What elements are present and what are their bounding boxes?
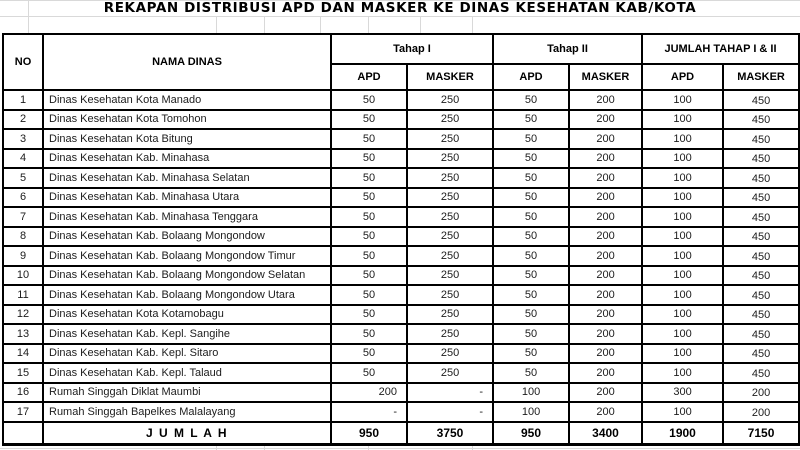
col-header-jumlah-tahap: JUMLAH TAHAP I & II — [642, 34, 799, 64]
cell-tahap2-masker: 200 — [569, 402, 642, 422]
table-row — [3, 110, 799, 130]
cell-no: 5 — [3, 168, 43, 188]
cell-tahap1-masker: 250 — [407, 129, 493, 149]
cell-tahap1-apd: 50 — [331, 266, 407, 286]
cell-nama-dinas: Dinas Kesehatan Kota Manado — [43, 90, 331, 110]
table-row — [3, 207, 799, 227]
cell-tahap1-masker: 250 — [407, 363, 493, 383]
cell-jumlah-apd: 100 — [642, 363, 723, 383]
col-header-tahap1-apd: APD — [331, 64, 407, 90]
cell-no: 6 — [3, 188, 43, 208]
total-tahap1-masker: 3750 — [407, 422, 493, 445]
distribution-table — [2, 33, 800, 446]
cell-tahap1-apd: 50 — [331, 344, 407, 364]
cell-tahap1-apd: 50 — [331, 324, 407, 344]
cell-jumlah-masker: 450 — [723, 324, 799, 344]
cell-jumlah-apd: 100 — [642, 188, 723, 208]
cell-tahap2-apd: 50 — [493, 344, 569, 364]
cell-tahap2-apd: 50 — [493, 363, 569, 383]
cell-no: 4 — [3, 149, 43, 169]
table-row — [3, 285, 799, 305]
cell-tahap1-masker: - — [407, 383, 493, 403]
cell-jumlah-apd: 100 — [642, 305, 723, 325]
cell-tahap1-masker: 250 — [407, 149, 493, 169]
cell-jumlah-masker: 450 — [723, 188, 799, 208]
cell-tahap1-apd: 50 — [331, 363, 407, 383]
cell-jumlah-apd: 100 — [642, 402, 723, 422]
table-body — [3, 90, 799, 422]
col-header-jumlah-apd: APD — [642, 64, 723, 90]
cell-nama-dinas: Dinas Kesehatan Kab. Bolaang Mongondow Selatan — [43, 266, 331, 286]
cell-jumlah-apd: 100 — [642, 207, 723, 227]
total-empty-cell — [3, 422, 43, 445]
cell-nama-dinas: Dinas Kesehatan Kab. Kepl. Sangihe — [43, 324, 331, 344]
cell-jumlah-apd: 100 — [642, 110, 723, 130]
total-jumlah-masker: 7150 — [723, 422, 799, 445]
cell-jumlah-masker: 450 — [723, 168, 799, 188]
cell-tahap2-masker: 200 — [569, 344, 642, 364]
cell-jumlah-masker: 450 — [723, 207, 799, 227]
cell-jumlah-apd: 100 — [642, 129, 723, 149]
cell-no: 15 — [3, 363, 43, 383]
total-row — [3, 422, 799, 445]
cell-tahap1-masker: 250 — [407, 285, 493, 305]
cell-tahap1-masker: 250 — [407, 324, 493, 344]
cell-tahap2-masker: 200 — [569, 207, 642, 227]
cell-tahap2-apd: 50 — [493, 324, 569, 344]
cell-tahap2-masker: 200 — [569, 90, 642, 110]
cell-tahap2-masker: 200 — [569, 227, 642, 247]
cell-tahap1-masker: 250 — [407, 90, 493, 110]
cell-jumlah-apd: 100 — [642, 344, 723, 364]
cell-tahap2-masker: 200 — [569, 168, 642, 188]
cell-tahap2-apd: 50 — [493, 188, 569, 208]
cell-jumlah-apd: 100 — [642, 149, 723, 169]
table-header — [3, 34, 799, 90]
cell-jumlah-masker: 450 — [723, 305, 799, 325]
cell-tahap1-masker: 250 — [407, 344, 493, 364]
cell-tahap2-apd: 50 — [493, 285, 569, 305]
cell-tahap2-masker: 200 — [569, 363, 642, 383]
cell-jumlah-masker: 450 — [723, 344, 799, 364]
page-title: REKAPAN DISTRIBUSI APD DAN MASKER KE DINAS KESEHATAN KAB/KOTA — [103, 0, 697, 16]
table-row — [3, 149, 799, 169]
table-row — [3, 188, 799, 208]
cell-jumlah-masker: 450 — [723, 110, 799, 130]
gridline — [320, 17, 321, 33]
cell-no: 17 — [3, 402, 43, 422]
cell-jumlah-masker: 450 — [723, 246, 799, 266]
col-header-tahap2: Tahap II — [493, 34, 642, 64]
cell-tahap1-apd: 50 — [331, 129, 407, 149]
table-row — [3, 344, 799, 364]
gridline — [472, 446, 473, 450]
total-tahap1-apd: 950 — [331, 422, 407, 445]
table-row — [3, 383, 799, 403]
cell-jumlah-masker: 200 — [723, 383, 799, 403]
total-label: J U M L A H — [43, 422, 331, 445]
total-tahap2-apd: 950 — [493, 422, 569, 445]
cell-tahap2-masker: 200 — [569, 149, 642, 169]
cell-tahap1-apd: 50 — [331, 149, 407, 169]
gridline — [264, 446, 265, 450]
cell-tahap1-apd: 50 — [331, 188, 407, 208]
cell-no: 12 — [3, 305, 43, 325]
total-tahap2-masker: 3400 — [569, 422, 642, 445]
cell-tahap2-masker: 200 — [569, 324, 642, 344]
table-row — [3, 324, 799, 344]
cell-tahap2-masker: 200 — [569, 188, 642, 208]
cell-nama-dinas: Dinas Kesehatan Kab. Kepl. Sitaro — [43, 344, 331, 364]
cell-nama-dinas: Dinas Kesehatan Kab. Minahasa — [43, 149, 331, 169]
col-header-jumlah-masker: MASKER — [723, 64, 799, 90]
cell-tahap1-masker: 250 — [407, 168, 493, 188]
cell-no: 13 — [3, 324, 43, 344]
cell-tahap1-masker: 250 — [407, 305, 493, 325]
cell-jumlah-masker: 200 — [723, 402, 799, 422]
table-row — [3, 227, 799, 247]
cell-jumlah-masker: 450 — [723, 129, 799, 149]
cell-tahap2-apd: 50 — [493, 305, 569, 325]
cell-tahap2-masker: 200 — [569, 285, 642, 305]
cell-tahap2-apd: 50 — [493, 207, 569, 227]
cell-no: 11 — [3, 285, 43, 305]
cell-no: 7 — [3, 207, 43, 227]
cell-tahap2-apd: 100 — [493, 402, 569, 422]
cell-nama-dinas: Dinas Kesehatan Kab. Minahasa Selatan — [43, 168, 331, 188]
table-row — [3, 90, 799, 110]
cell-tahap1-apd: 200 — [331, 383, 407, 403]
cell-no: 14 — [3, 344, 43, 364]
table-row — [3, 305, 799, 325]
cell-tahap1-apd: 50 — [331, 207, 407, 227]
cell-jumlah-apd: 100 — [642, 324, 723, 344]
cell-tahap2-apd: 50 — [493, 227, 569, 247]
cell-no: 10 — [3, 266, 43, 286]
total-jumlah-apd: 1900 — [642, 422, 723, 445]
gridline — [0, 448, 800, 449]
table-row — [3, 266, 799, 286]
cell-jumlah-apd: 100 — [642, 266, 723, 286]
cell-jumlah-apd: 300 — [642, 383, 723, 403]
cell-tahap2-apd: 50 — [493, 266, 569, 286]
cell-nama-dinas: Dinas Kesehatan Kota Bitung — [43, 129, 331, 149]
cell-tahap2-apd: 50 — [493, 168, 569, 188]
gridline — [368, 17, 369, 33]
cell-no: 9 — [3, 246, 43, 266]
cell-jumlah-masker: 450 — [723, 363, 799, 383]
cell-tahap2-apd: 100 — [493, 383, 569, 403]
cell-jumlah-masker: 450 — [723, 227, 799, 247]
cell-tahap2-masker: 200 — [569, 110, 642, 130]
cell-no: 2 — [3, 110, 43, 130]
cell-tahap2-apd: 50 — [493, 129, 569, 149]
cell-jumlah-masker: 450 — [723, 285, 799, 305]
cell-nama-dinas: Dinas Kesehatan Kab. Minahasa Utara — [43, 188, 331, 208]
cell-jumlah-masker: 450 — [723, 90, 799, 110]
gridline — [472, 17, 473, 33]
cell-jumlah-apd: 100 — [642, 227, 723, 247]
gridline — [216, 17, 217, 33]
col-header-tahap2-apd: APD — [493, 64, 569, 90]
cell-nama-dinas: Dinas Kesehatan Kab. Minahasa Tenggara — [43, 207, 331, 227]
col-header-tahap1-masker: MASKER — [407, 64, 493, 90]
header-row-groups — [3, 34, 799, 64]
cell-jumlah-masker: 450 — [723, 149, 799, 169]
cell-tahap2-masker: 200 — [569, 383, 642, 403]
cell-nama-dinas: Rumah Singgah Diklat Maumbi — [43, 383, 331, 403]
table-row — [3, 129, 799, 149]
cell-tahap1-apd: - — [331, 402, 407, 422]
table-row — [3, 363, 799, 383]
cell-no: 3 — [3, 129, 43, 149]
cell-tahap1-masker: 250 — [407, 110, 493, 130]
cell-tahap1-masker: - — [407, 402, 493, 422]
cell-tahap2-masker: 200 — [569, 266, 642, 286]
col-header-nama-dinas: NAMA DINAS — [43, 34, 331, 90]
cell-tahap1-masker: 250 — [407, 188, 493, 208]
cell-tahap2-apd: 50 — [493, 246, 569, 266]
cell-nama-dinas: Dinas Kesehatan Kota Tomohon — [43, 110, 331, 130]
cell-tahap2-masker: 200 — [569, 305, 642, 325]
cell-nama-dinas: Dinas Kesehatan Kota Kotamobagu — [43, 305, 331, 325]
cell-tahap1-apd: 50 — [331, 285, 407, 305]
cell-tahap1-masker: 250 — [407, 207, 493, 227]
col-header-no: NO — [3, 34, 43, 90]
cell-nama-dinas: Dinas Kesehatan Kab. Bolaang Mongondow — [43, 227, 331, 247]
cell-jumlah-apd: 100 — [642, 285, 723, 305]
cell-tahap2-masker: 200 — [569, 129, 642, 149]
cell-nama-dinas: Dinas Kesehatan Kab. Kepl. Talaud — [43, 363, 331, 383]
gridline — [368, 446, 369, 450]
cell-no: 1 — [3, 90, 43, 110]
cell-tahap1-apd: 50 — [331, 227, 407, 247]
cell-tahap1-masker: 250 — [407, 246, 493, 266]
cell-tahap1-apd: 50 — [331, 168, 407, 188]
cell-no: 16 — [3, 383, 43, 403]
cell-tahap2-apd: 50 — [493, 110, 569, 130]
cell-nama-dinas: Dinas Kesehatan Kab. Bolaang Mongondow Timur — [43, 246, 331, 266]
cell-no: 8 — [3, 227, 43, 247]
gridline — [420, 17, 421, 33]
cell-tahap1-apd: 50 — [331, 305, 407, 325]
cell-tahap1-apd: 50 — [331, 90, 407, 110]
cell-jumlah-apd: 100 — [642, 90, 723, 110]
cell-tahap2-apd: 50 — [493, 90, 569, 110]
table-footer — [3, 422, 799, 445]
cell-jumlah-masker: 450 — [723, 266, 799, 286]
gridline — [216, 446, 217, 450]
cell-tahap1-apd: 50 — [331, 246, 407, 266]
cell-jumlah-apd: 100 — [642, 246, 723, 266]
table-row — [3, 246, 799, 266]
cell-nama-dinas: Dinas Kesehatan Kab. Bolaang Mongondow Utara — [43, 285, 331, 305]
table-row — [3, 402, 799, 422]
cell-tahap1-apd: 50 — [331, 110, 407, 130]
cell-nama-dinas: Rumah Singgah Bapelkes Malalayang — [43, 402, 331, 422]
gridline — [264, 17, 265, 33]
col-header-tahap2-masker: MASKER — [569, 64, 642, 90]
table-row — [3, 168, 799, 188]
col-header-tahap1: Tahap I — [331, 34, 493, 64]
cell-tahap1-masker: 250 — [407, 266, 493, 286]
cell-tahap1-masker: 250 — [407, 227, 493, 247]
cell-tahap2-masker: 200 — [569, 246, 642, 266]
cell-jumlah-apd: 100 — [642, 168, 723, 188]
cell-tahap2-apd: 50 — [493, 149, 569, 169]
